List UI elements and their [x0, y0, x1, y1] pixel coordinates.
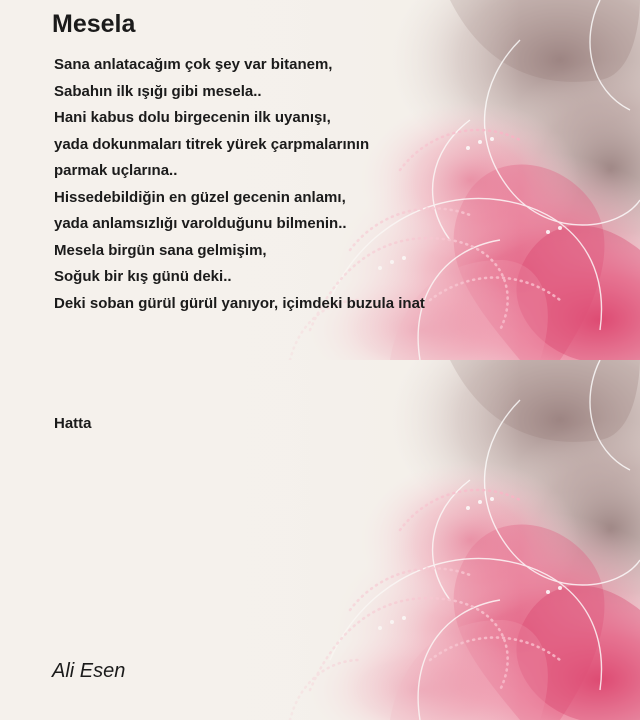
- poem-line: Soğuk bir kış günü deki..: [54, 268, 232, 285]
- poem-lines: [54, 52, 425, 317]
- poem-line: Deki soban gürül gürül yanıyor, içimdeki buzula inat: [54, 294, 425, 312]
- poem-line: Sana anlatacağım çok şey var bitanem,: [54, 56, 333, 73]
- poem-line: parmak uçlarına..: [54, 162, 178, 179]
- poem-line: Hani kabus dolu birgecenin ilk uyanışı,: [54, 109, 331, 126]
- poem-title: Mesela: [52, 10, 136, 38]
- poem-line: Sabahın ilk ışığı gibi mesela..: [54, 82, 262, 100]
- poem-line: Mesela birgün sana gelmişim,: [54, 241, 267, 259]
- poem-continuation: Hatta: [54, 415, 92, 432]
- poem-author: Ali Esen: [52, 660, 126, 682]
- poem-line: yada dokunmaları titrek yürek çarpmalarının: [54, 135, 370, 153]
- poem-card-bottom: [0, 360, 640, 720]
- poem-line: Hissedebildiğin en güzel gecenin anlamı,: [54, 188, 346, 206]
- poem-line: yada anlamsızlığı varolduğunu bilmenin..: [54, 215, 347, 232]
